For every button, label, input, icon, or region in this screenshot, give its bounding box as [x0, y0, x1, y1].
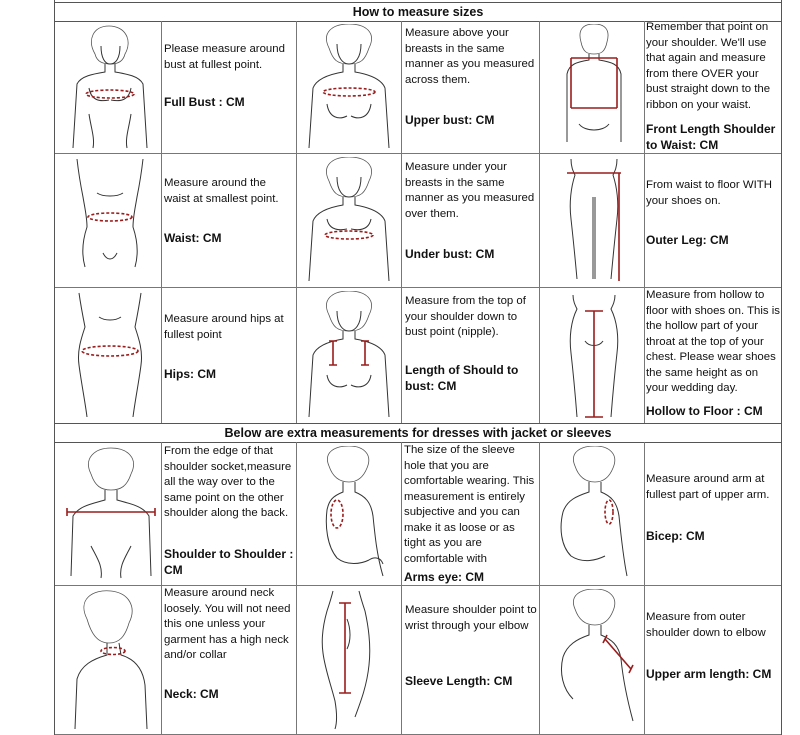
outer-leg-instruction: From waist to floor WITH your shoes on.	[646, 179, 772, 207]
upper-arm-length-instruction: Measure from outer shoulder down to elbow	[646, 611, 766, 639]
chart-title-bar	[55, 2, 781, 22]
sleeve-length-label: Sleeve Length: CM	[405, 673, 513, 688]
section-title: Below are extra measurements for dresses with jacket or sleeves	[224, 426, 612, 440]
under-bust-cell	[405, 160, 537, 262]
column-divider	[296, 442, 297, 735]
column-divider	[644, 21, 645, 423]
shoulder-to-bust-instruction: Measure from the top of your shoulder down to bust point (nipple).	[405, 295, 526, 338]
neck-illustration	[63, 589, 157, 731]
measurement-chart	[54, 0, 782, 735]
neck-instruction: Measure around neck loosely. You will not need this one unless your garment has a high neck and/or collar	[164, 587, 291, 661]
hips-illustration	[63, 291, 157, 419]
hollow-to-floor-cell	[646, 288, 780, 419]
front-length-illustration	[549, 24, 639, 150]
chart-title: How to measure sizes	[352, 5, 484, 19]
waist-illustration	[63, 157, 157, 283]
outer-leg-cell	[646, 178, 780, 248]
column-divider	[539, 442, 540, 735]
upper-arm-length-cell	[646, 610, 780, 682]
shoulder-to-shoulder-illustration	[61, 446, 159, 582]
waist-cell	[164, 176, 294, 246]
column-divider	[161, 442, 162, 735]
full-bust-instruction: Please measure around bust at fullest point.	[164, 43, 285, 71]
front-length-instruction: Remember that point on your shoulder. We'll use that again and measure from there OVER your bust straight down to the ribbon on your waist.	[646, 21, 771, 111]
bicep-illustration	[549, 446, 639, 582]
outer-leg-label: Outer Leg: CM	[646, 232, 729, 247]
shoulder-to-bust-cell	[405, 294, 537, 394]
shoulder-to-shoulder-label: Shoulder to Shoulder : CM	[164, 547, 294, 577]
front-length-label: Front Length Shoulder to Waist: CM	[646, 122, 776, 152]
shoulder-to-shoulder-instruction: From the edge of that shoulder socket,measure all the way over to the same point on the other shoulder along the back.	[164, 445, 292, 519]
hollow-to-floor-instruction: Measure from hollow to floor with shoes on. This is the hollow part of your throat at the top of your chest. Please wear shoes the same height as on your wedding day.	[646, 289, 780, 394]
under-bust-instruction: Measure under your breasts in the same manner as you measured over them.	[405, 161, 535, 220]
column-divider	[644, 442, 645, 735]
waist-instruction: Measure around the waist at smallest point.	[164, 177, 279, 205]
arms-eye-cell	[404, 443, 538, 585]
column-divider	[161, 21, 162, 423]
full-bust-illustration	[65, 24, 155, 150]
upper-arm-length-label: Upper arm length: CM	[646, 666, 772, 681]
column-divider	[539, 21, 540, 423]
neck-label: Neck: CM	[164, 686, 219, 701]
column-divider	[401, 442, 402, 735]
hips-instruction: Measure around hips at fullest point	[164, 313, 284, 341]
shoulder-to-bust-illustration	[303, 291, 395, 419]
under-bust-illustration	[303, 157, 395, 283]
hollow-to-floor-label: Hollow to Floor : CM	[646, 403, 763, 418]
row-divider	[55, 153, 781, 154]
bicep-cell	[646, 472, 780, 544]
shoulder-to-bust-label: Length of Should to bust: CM	[405, 363, 519, 393]
hollow-to-floor-illustration	[549, 291, 639, 419]
section-title-bar	[55, 423, 781, 443]
arms-eye-illustration	[303, 446, 395, 582]
upper-bust-label: Upper bust: CM	[405, 112, 495, 127]
neck-cell	[164, 586, 296, 702]
column-divider	[401, 21, 402, 423]
bicep-label: Bicep: CM	[646, 528, 705, 543]
waist-label: Waist: CM	[164, 230, 222, 245]
column-divider	[296, 21, 297, 423]
sleeve-length-instruction: Measure shoulder point to wrist through your elbow	[405, 604, 537, 632]
front-length-cell	[646, 20, 780, 153]
hips-label: Hips: CM	[164, 366, 216, 381]
upper-bust-cell	[405, 26, 537, 128]
sleeve-length-illustration	[303, 589, 395, 731]
full-bust-cell	[164, 42, 294, 110]
under-bust-label: Under bust: CM	[405, 246, 495, 261]
full-bust-label: Full Bust : CM	[164, 94, 245, 109]
arms-eye-label: Arms eye: CM	[404, 569, 485, 584]
shoulder-to-shoulder-cell	[164, 444, 296, 578]
upper-bust-instruction: Measure above your breasts in the same manner as you measured across them.	[405, 27, 535, 86]
outer-leg-illustration	[549, 157, 639, 283]
upper-bust-illustration	[303, 24, 395, 150]
hips-cell	[164, 312, 294, 382]
arms-eye-instruction: The size of the sleeve hole that you are comfortable wearing. This measurement is entirely subjective and you can make it as loose or as tight as you are comfortable with	[404, 444, 535, 565]
upper-arm-length-illustration	[549, 589, 639, 731]
sleeve-length-cell	[405, 603, 537, 689]
bicep-instruction: Measure around arm at fullest part of upper arm.	[646, 473, 770, 501]
